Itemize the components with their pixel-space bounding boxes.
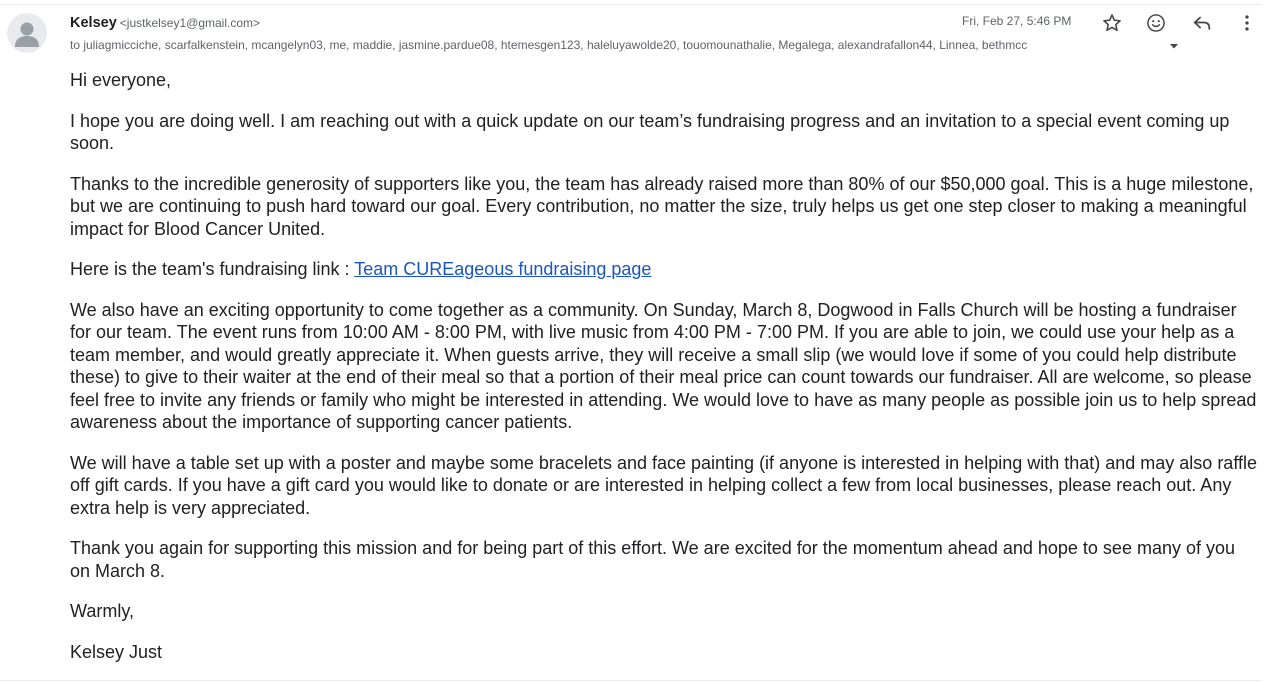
paragraph-progress: Thanks to the incredible generosity of supporters like you, the team has already raised more than 80% of our $50,000 goal. This is a huge milestone, but we are continuing to push hard toward our goal. Every contribution, no matter the size, truly helps us get one step closer to making a meaningful impact for Blood Cancer United. <box>70 173 1254 239</box>
email-body <box>70 69 1260 681</box>
fundraising-link[interactable]: Team CUREageous fundraising page <box>354 259 652 279</box>
emoji-icon <box>1145 12 1167 34</box>
paragraph-link <box>70 258 1260 281</box>
chevron-down-icon <box>1168 40 1180 52</box>
sender-name[interactable]: Kelsey <box>70 15 117 31</box>
add-reaction-button[interactable] <box>1142 9 1170 37</box>
paragraph-intro: I hope you are doing well. I am reaching out with a quick update on our team’s fundraising progress and an invitation to a special event coming up soon. <box>70 110 1230 153</box>
email-date: Fri, Feb 27, 5:46 PM <box>962 14 1072 28</box>
bottom-divider <box>0 680 1262 681</box>
more-vert-icon <box>1236 12 1258 34</box>
reply-icon <box>1191 12 1213 34</box>
paragraph-table: We will have a table set up with a poster and maybe some bracelets and face painting (if anyone is interested in helping with that) and may also raffle off gift cards. If you have a gift card you would like to donate or are interested in helping collect a few from local businesses, please reach out. Any extra help is very appreciated. <box>70 452 1258 518</box>
recipients-list: to juliagmicciche, scarfalkenstein, mcangelyn03, me, maddie, jasmine.pardue08, htemesgen123, haleluyawolde20, touomounathalie, Megalega, alexandrafallon44, Linnea, bethmcc <box>70 38 1028 52</box>
top-divider <box>0 4 1262 5</box>
person-icon <box>7 13 47 53</box>
link-intro: Here is the team's fundraising link : <box>70 259 355 279</box>
sender-line <box>70 13 260 32</box>
sender-avatar[interactable] <box>7 13 47 53</box>
paragraph-event: We also have an exciting opportunity to come together as a community. On Sunday, March 8, Dogwood in Falls Church will be hosting a fundraiser for our team. The event runs from 10:00 AM - 8:00 PM, with live music from 4:00 PM - 7:00 PM. If you are able to join, we could use your help as a team member, and would greatly appreciate it. When guests arrive, they will receive a small slip (we would love if some of you could help distribute these) to give to their waiter at the end of their meal so that a portion of their meal price can count towards our fundraiser. All are welcome, so please feel free to invite any friends or family who might be interested in attending. We would love to have as many people as possible join us to help spread awareness about the importance of supporting cancer patients. <box>70 299 1257 432</box>
star-icon <box>1101 12 1123 34</box>
closing: Warmly, <box>70 601 134 621</box>
recipients-dropdown[interactable] <box>1168 39 1180 51</box>
paragraph-thanks: Thank you again for supporting this mission and for being part of this effort. We are excited for the momentum ahead and hope to see many of you on March 8. <box>70 538 1236 581</box>
sender-email: <justkelsey1@gmail.com> <box>119 16 261 30</box>
greeting: Hi everyone, <box>70 70 172 90</box>
reply-button[interactable] <box>1188 9 1216 37</box>
more-options-button[interactable] <box>1233 9 1261 37</box>
signature: Kelsey Just <box>70 641 163 662</box>
star-button[interactable] <box>1098 9 1126 37</box>
